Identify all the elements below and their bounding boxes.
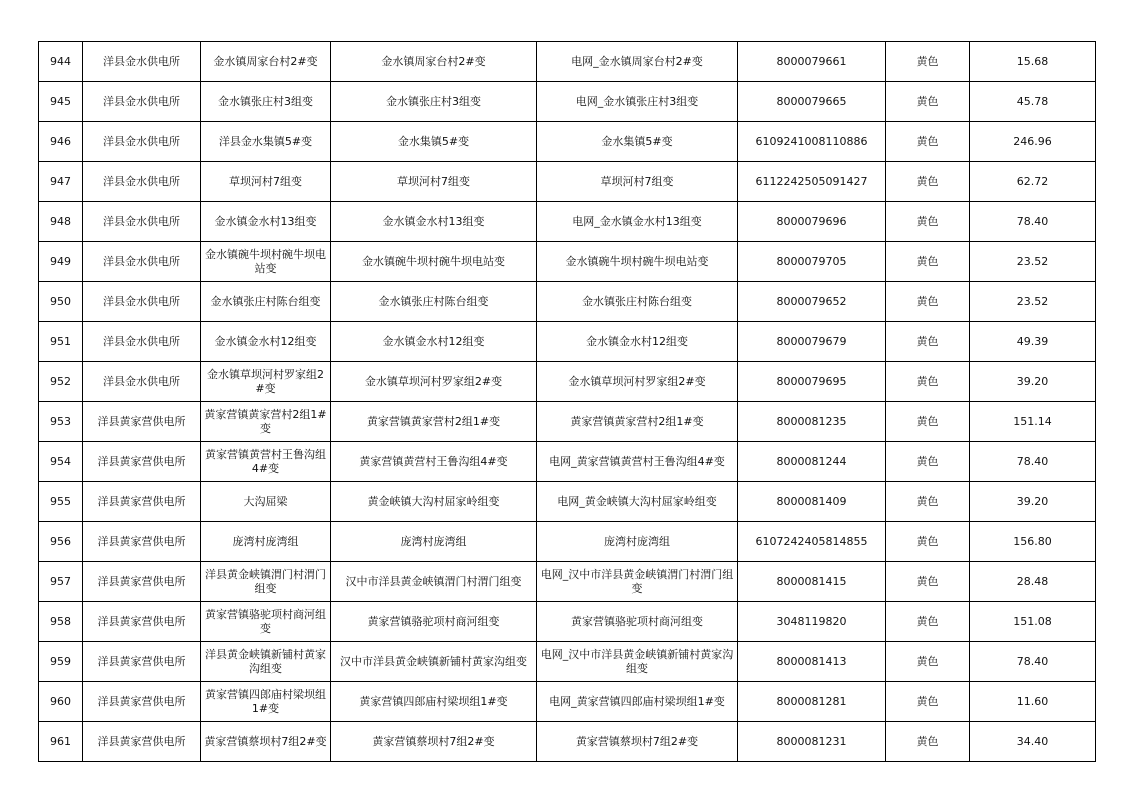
- warning-level-cell: 黄色: [886, 242, 970, 282]
- grid-name-cell: 金水集镇5#变: [537, 122, 738, 162]
- grid-name-cell: 金水镇金水村12组变: [537, 322, 738, 362]
- asset-code-cell: 8000081231: [738, 722, 886, 762]
- warning-level-cell: 黄色: [886, 122, 970, 162]
- grid-name-cell: 黄家营镇黄家营村2组1#变: [537, 402, 738, 442]
- transformer-alias-cell: 金水镇金水村12组变: [331, 322, 537, 362]
- asset-code-cell: 8000079695: [738, 362, 886, 402]
- row-number-cell: 960: [39, 682, 83, 722]
- station-cell: 洋县金水供电所: [83, 322, 201, 362]
- warning-level-cell: 黄色: [886, 362, 970, 402]
- value-cell: 34.40: [970, 722, 1096, 762]
- station-cell: 洋县黄家营供电所: [83, 682, 201, 722]
- station-cell: 洋县黄家营供电所: [83, 402, 201, 442]
- grid-name-cell: 黄家营镇骆驼项村商河组变: [537, 602, 738, 642]
- row-number-cell: 953: [39, 402, 83, 442]
- transformer-name-cell: 洋县黄金峡镇渭门村渭门组变: [201, 562, 331, 602]
- value-cell: 156.80: [970, 522, 1096, 562]
- transformer-alias-cell: 金水镇张庄村陈台组变: [331, 282, 537, 322]
- row-number-cell: 959: [39, 642, 83, 682]
- grid-name-cell: 金水镇张庄村陈台组变: [537, 282, 738, 322]
- value-cell: 23.52: [970, 242, 1096, 282]
- table-row: [39, 242, 1096, 282]
- table-row: [39, 642, 1096, 682]
- warning-level-cell: 黄色: [886, 442, 970, 482]
- value-cell: 39.20: [970, 362, 1096, 402]
- station-cell: 洋县黄家营供电所: [83, 482, 201, 522]
- warning-level-cell: 黄色: [886, 642, 970, 682]
- transformer-alias-cell: 金水集镇5#变: [331, 122, 537, 162]
- row-number-cell: 952: [39, 362, 83, 402]
- table-row: [39, 362, 1096, 402]
- table-row: [39, 442, 1096, 482]
- warning-level-cell: 黄色: [886, 722, 970, 762]
- warning-level-cell: 黄色: [886, 682, 970, 722]
- grid-name-cell: 黄家营镇蔡坝村7组2#变: [537, 722, 738, 762]
- value-cell: 45.78: [970, 82, 1096, 122]
- station-cell: 洋县金水供电所: [83, 122, 201, 162]
- station-cell: 洋县黄家营供电所: [83, 642, 201, 682]
- value-cell: 78.40: [970, 442, 1096, 482]
- value-cell: 151.14: [970, 402, 1096, 442]
- transformer-alias-cell: 汉中市洋县黄金峡镇渭门村渭门组变: [331, 562, 537, 602]
- station-cell: 洋县黄家营供电所: [83, 562, 201, 602]
- value-cell: 78.40: [970, 642, 1096, 682]
- asset-code-cell: 8000079652: [738, 282, 886, 322]
- table-row: [39, 42, 1096, 82]
- table-row: [39, 602, 1096, 642]
- value-cell: 246.96: [970, 122, 1096, 162]
- transformer-name-cell: 黄家营镇黄营村王鲁沟组4#变: [201, 442, 331, 482]
- row-number-cell: 947: [39, 162, 83, 202]
- transformer-alias-cell: 金水镇金水村13组变: [331, 202, 537, 242]
- row-number-cell: 961: [39, 722, 83, 762]
- row-number-cell: 950: [39, 282, 83, 322]
- station-cell: 洋县黄家营供电所: [83, 442, 201, 482]
- row-number-cell: 948: [39, 202, 83, 242]
- transformer-name-cell: 大沟屈梁: [201, 482, 331, 522]
- transformer-alias-cell: 黄金峡镇大沟村屈家岭组变: [331, 482, 537, 522]
- warning-level-cell: 黄色: [886, 482, 970, 522]
- table-row: [39, 522, 1096, 562]
- transformer-alias-cell: 黄家营镇黄营村王鲁沟组4#变: [331, 442, 537, 482]
- row-number-cell: 958: [39, 602, 83, 642]
- table-row: [39, 402, 1096, 442]
- transformer-alias-cell: 金水镇草坝河村罗家组2#变: [331, 362, 537, 402]
- transformer-alias-cell: 黄家营镇四郎庙村梁坝组1#变: [331, 682, 537, 722]
- asset-code-cell: 8000081415: [738, 562, 886, 602]
- transformer-alias-cell: 汉中市洋县黄金峡镇新铺村黄家沟组变: [331, 642, 537, 682]
- station-cell: 洋县金水供电所: [83, 202, 201, 242]
- grid-name-cell: 电网_黄金峡镇大沟村屈家岭组变: [537, 482, 738, 522]
- row-number-cell: 951: [39, 322, 83, 362]
- row-number-cell: 956: [39, 522, 83, 562]
- warning-level-cell: 黄色: [886, 602, 970, 642]
- asset-code-cell: 8000081409: [738, 482, 886, 522]
- grid-name-cell: 电网_黄家营镇黄营村王鲁沟组4#变: [537, 442, 738, 482]
- station-cell: 洋县黄家营供电所: [83, 522, 201, 562]
- station-cell: 洋县金水供电所: [83, 162, 201, 202]
- transformer-name-cell: 金水镇金水村13组变: [201, 202, 331, 242]
- value-cell: 49.39: [970, 322, 1096, 362]
- transformer-name-cell: 黄家营镇四郎庙村梁坝组1#变: [201, 682, 331, 722]
- grid-name-cell: 电网_金水镇金水村13组变: [537, 202, 738, 242]
- transformer-name-cell: 黄家营镇骆驼项村商河组变: [201, 602, 331, 642]
- transformer-name-cell: 草坝河村7组变: [201, 162, 331, 202]
- grid-name-cell: 电网_黄家营镇四郎庙村梁坝组1#变: [537, 682, 738, 722]
- table-body: [39, 42, 1096, 762]
- warning-level-cell: 黄色: [886, 282, 970, 322]
- transformer-alias-cell: 黄家营镇蔡坝村7组2#变: [331, 722, 537, 762]
- asset-code-cell: 8000081281: [738, 682, 886, 722]
- transformer-table: [38, 41, 1096, 762]
- value-cell: 23.52: [970, 282, 1096, 322]
- transformer-name-cell: 金水镇金水村12组变: [201, 322, 331, 362]
- value-cell: 151.08: [970, 602, 1096, 642]
- transformer-alias-cell: 金水镇张庄村3组变: [331, 82, 537, 122]
- grid-name-cell: 电网_汉中市洋县黄金峡镇渭门村渭门组变: [537, 562, 738, 602]
- warning-level-cell: 黄色: [886, 202, 970, 242]
- value-cell: 11.60: [970, 682, 1096, 722]
- asset-code-cell: 8000079696: [738, 202, 886, 242]
- row-number-cell: 946: [39, 122, 83, 162]
- asset-code-cell: 6112242505091427: [738, 162, 886, 202]
- transformer-alias-cell: 金水镇碗牛坝村碗牛坝电站变: [331, 242, 537, 282]
- transformer-name-cell: 庞湾村庞湾组: [201, 522, 331, 562]
- table-row: [39, 562, 1096, 602]
- row-number-cell: 949: [39, 242, 83, 282]
- transformer-alias-cell: 金水镇周家台村2#变: [331, 42, 537, 82]
- table-row: [39, 722, 1096, 762]
- transformer-name-cell: 金水镇周家台村2#变: [201, 42, 331, 82]
- warning-level-cell: 黄色: [886, 322, 970, 362]
- asset-code-cell: 8000079705: [738, 242, 886, 282]
- warning-level-cell: 黄色: [886, 82, 970, 122]
- table-row: [39, 322, 1096, 362]
- grid-name-cell: 电网_汉中市洋县黄金峡镇新铺村黄家沟组变: [537, 642, 738, 682]
- station-cell: 洋县金水供电所: [83, 282, 201, 322]
- grid-name-cell: 草坝河村7组变: [537, 162, 738, 202]
- row-number-cell: 945: [39, 82, 83, 122]
- asset-code-cell: 6109241008110886: [738, 122, 886, 162]
- row-number-cell: 944: [39, 42, 83, 82]
- transformer-name-cell: 金水镇张庄村陈台组变: [201, 282, 331, 322]
- station-cell: 洋县黄家营供电所: [83, 722, 201, 762]
- transformer-alias-cell: 黄家营镇黄家营村2组1#变: [331, 402, 537, 442]
- asset-code-cell: 8000081244: [738, 442, 886, 482]
- grid-name-cell: 电网_金水镇张庄村3组变: [537, 82, 738, 122]
- value-cell: 78.40: [970, 202, 1096, 242]
- asset-code-cell: 6107242405814855: [738, 522, 886, 562]
- table-row: [39, 122, 1096, 162]
- station-cell: 洋县金水供电所: [83, 82, 201, 122]
- grid-name-cell: 金水镇草坝河村罗家组2#变: [537, 362, 738, 402]
- transformer-name-cell: 金水镇张庄村3组变: [201, 82, 331, 122]
- asset-code-cell: 8000079679: [738, 322, 886, 362]
- warning-level-cell: 黄色: [886, 522, 970, 562]
- transformer-name-cell: 洋县黄金峡镇新铺村黄家沟组变: [201, 642, 331, 682]
- warning-level-cell: 黄色: [886, 562, 970, 602]
- transformer-name-cell: 洋县金水集镇5#变: [201, 122, 331, 162]
- warning-level-cell: 黄色: [886, 402, 970, 442]
- table-row: [39, 482, 1096, 522]
- transformer-name-cell: 金水镇草坝河村罗家组2#变: [201, 362, 331, 402]
- table-row: [39, 202, 1096, 242]
- station-cell: 洋县金水供电所: [83, 242, 201, 282]
- row-number-cell: 954: [39, 442, 83, 482]
- station-cell: 洋县金水供电所: [83, 42, 201, 82]
- asset-code-cell: 8000081235: [738, 402, 886, 442]
- transformer-alias-cell: 黄家营镇骆驼项村商河组变: [331, 602, 537, 642]
- transformer-name-cell: 黄家营镇蔡坝村7组2#变: [201, 722, 331, 762]
- value-cell: 28.48: [970, 562, 1096, 602]
- transformer-name-cell: 金水镇碗牛坝村碗牛坝电站变: [201, 242, 331, 282]
- transformer-alias-cell: 草坝河村7组变: [331, 162, 537, 202]
- station-cell: 洋县黄家营供电所: [83, 602, 201, 642]
- grid-name-cell: 电网_金水镇周家台村2#变: [537, 42, 738, 82]
- table-row: [39, 162, 1096, 202]
- table-row: [39, 82, 1096, 122]
- value-cell: 15.68: [970, 42, 1096, 82]
- grid-name-cell: 金水镇碗牛坝村碗牛坝电站变: [537, 242, 738, 282]
- asset-code-cell: 8000081413: [738, 642, 886, 682]
- asset-code-cell: 8000079661: [738, 42, 886, 82]
- asset-code-cell: 8000079665: [738, 82, 886, 122]
- table-row: [39, 282, 1096, 322]
- value-cell: 62.72: [970, 162, 1096, 202]
- warning-level-cell: 黄色: [886, 42, 970, 82]
- table-row: [39, 682, 1096, 722]
- grid-name-cell: 庞湾村庞湾组: [537, 522, 738, 562]
- transformer-name-cell: 黄家营镇黄家营村2组1#变: [201, 402, 331, 442]
- value-cell: 39.20: [970, 482, 1096, 522]
- transformer-alias-cell: 庞湾村庞湾组: [331, 522, 537, 562]
- asset-code-cell: 3048119820: [738, 602, 886, 642]
- station-cell: 洋县金水供电所: [83, 362, 201, 402]
- row-number-cell: 955: [39, 482, 83, 522]
- row-number-cell: 957: [39, 562, 83, 602]
- warning-level-cell: 黄色: [886, 162, 970, 202]
